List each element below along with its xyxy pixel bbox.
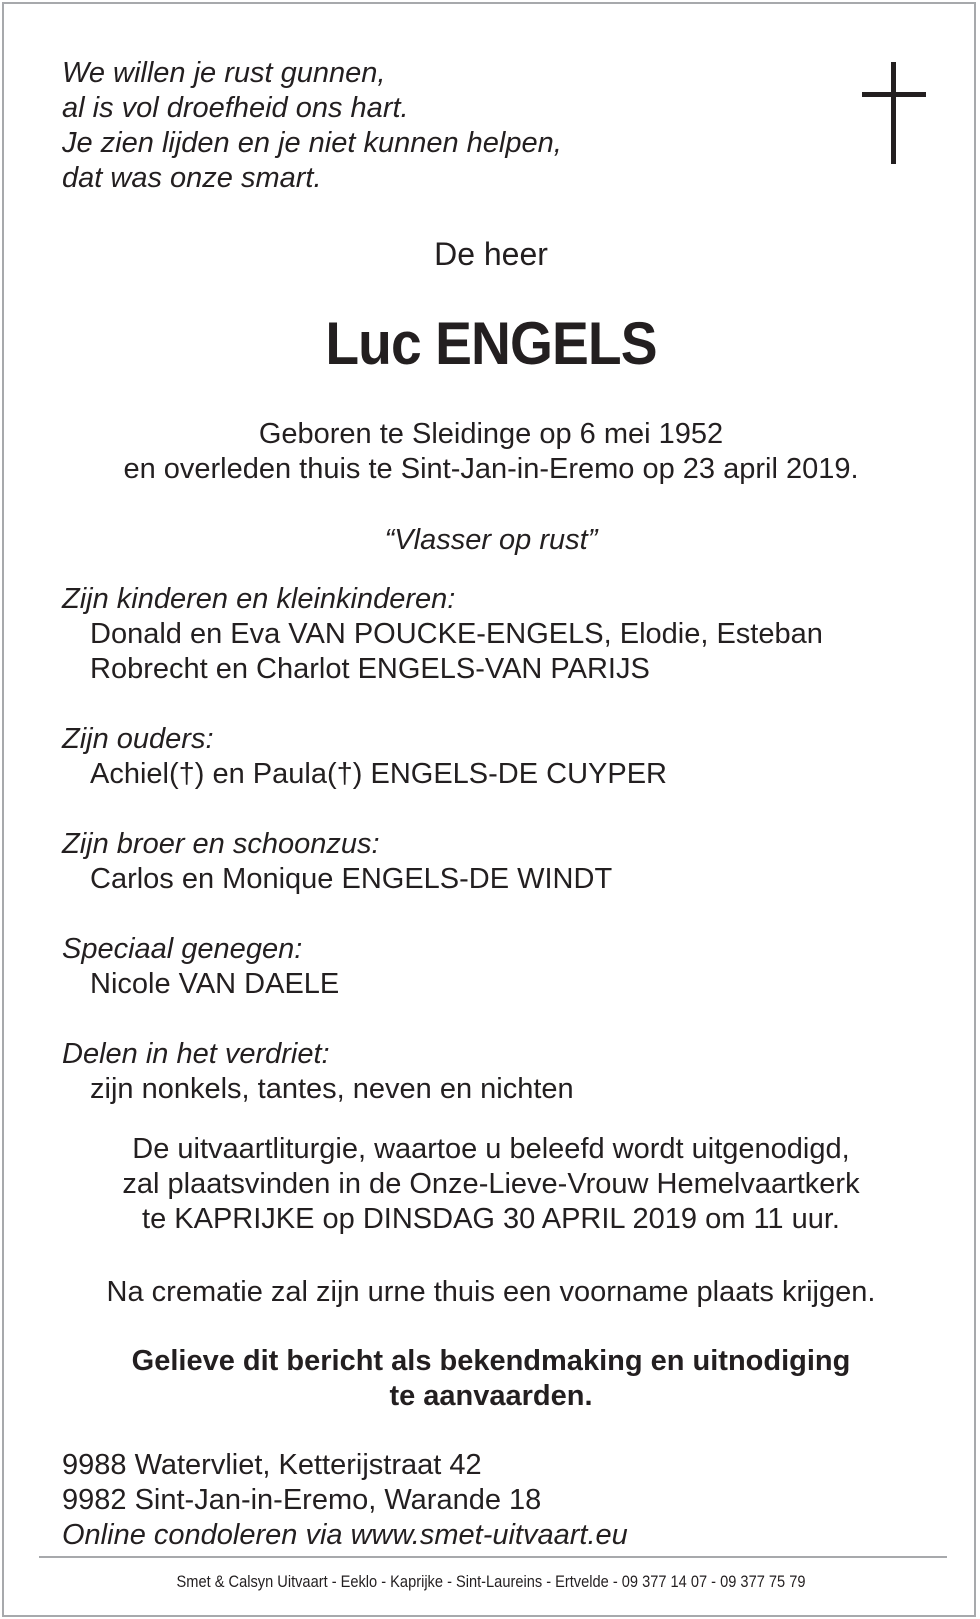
motto: “Vlasser op rust”	[384, 524, 598, 556]
family-group-special	[62, 932, 823, 1002]
honorific: De heer	[434, 236, 548, 272]
poem-line: al is vol droefheid ons hart.	[62, 92, 409, 124]
family-group-brother	[62, 827, 823, 897]
birth-line: Geboren te Sleidinge op 6 mei 1952	[258, 418, 724, 450]
family-group-label: Speciaal genegen:	[62, 933, 303, 965]
life-dates	[4, 417, 978, 487]
address-line: 9982 Sint-Jan-in-Eremo, Warande 18	[62, 1484, 542, 1516]
family-group-label: Zijn broer en schoonzus:	[62, 828, 380, 860]
poem	[62, 56, 562, 196]
family-group-parents	[62, 722, 823, 792]
footer-divider	[39, 1556, 947, 1558]
poem-line: dat was onze smart.	[62, 162, 322, 194]
address-line: 9988 Watervliet, Ketterijstraat 42	[62, 1449, 482, 1481]
family-group-children	[62, 582, 823, 687]
deceased-name: Luc ENGELS	[325, 310, 657, 377]
death-line: en overleden thuis te Sint-Jan-in-Eremo op 23 april 2019.	[123, 453, 859, 485]
ceremony-text	[4, 1132, 978, 1237]
ceremony-line: te KAPRIJKE op DINSDAG 30 APRIL 2019 om 11 uur.	[142, 1203, 840, 1235]
online-condolence: Online condoleren via www.smet-uitvaart.eu	[62, 1519, 628, 1551]
ceremony-line: De uitvaartliturgie, waartoe u beleefd wordt uitgenodigd,	[132, 1133, 850, 1165]
obituary-card	[2, 2, 976, 1617]
family-group-others	[62, 1037, 823, 1107]
family-group-label: Zijn kinderen en kleinkinderen:	[62, 583, 456, 615]
family-group-line: Nicole VAN DAELE	[90, 968, 340, 1000]
request-line: Gelieve dit bericht als bekendmaking en uitnodiging	[131, 1345, 851, 1377]
family-group-line: Robrecht en Charlot ENGELS-VAN PARIJS	[90, 653, 650, 685]
family-group-line: Achiel(†) en Paula(†) ENGELS-DE CUYPER	[90, 758, 667, 790]
family-group-line: Donald en Eva VAN POUCKE-ENGELS, Elodie, Esteban	[90, 618, 823, 650]
funeral-home-footer: Smet & Calsyn Uitvaart - Eeklo - Kaprijke - Sint-Laureins - Ertvelde - 09 377 14 07 - 09 377 75 79	[176, 1572, 806, 1591]
ceremony-line: zal plaatsvinden in de Onze-Lieve-Vrouw Hemelvaartkerk	[122, 1168, 860, 1200]
poem-line: We willen je rust gunnen,	[62, 57, 386, 89]
family-group-label: Delen in het verdriet:	[62, 1038, 330, 1070]
family-group-line: zijn nonkels, tantes, neven en nichten	[90, 1073, 574, 1105]
poem-line: Je zien lijden en je niet kunnen helpen,	[62, 127, 562, 159]
cremation-note: Na crematie zal zijn urne thuis een voorname plaats krijgen.	[106, 1276, 876, 1308]
announcement-request	[4, 1344, 978, 1414]
addresses	[62, 1448, 628, 1553]
family-group-label: Zijn ouders:	[62, 723, 214, 755]
family-list	[62, 582, 823, 1107]
request-line: te aanvaarden.	[389, 1380, 593, 1412]
cross-icon	[862, 62, 926, 164]
family-group-line: Carlos en Monique ENGELS-DE WINDT	[90, 863, 613, 895]
